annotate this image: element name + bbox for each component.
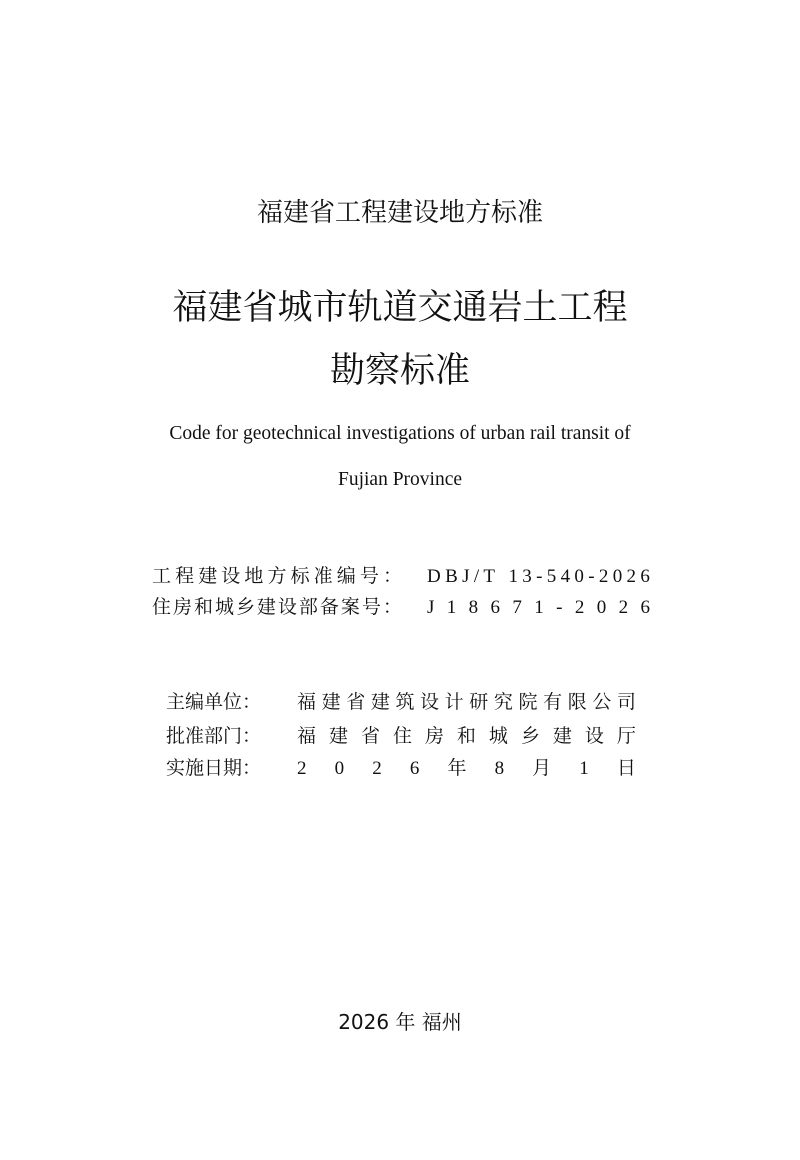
spread-char: 1 (508, 566, 518, 587)
spread-char: 建 (552, 726, 572, 747)
approving-department-value (297, 723, 636, 751)
spread-char: 设 (221, 566, 241, 587)
spread-char: - (556, 597, 563, 618)
filing-number-value (427, 594, 650, 622)
spread-char: 2 (297, 758, 307, 779)
spread-char: 建 (328, 726, 348, 747)
spread-char: 8 (494, 758, 505, 779)
spread-char: / (473, 566, 480, 587)
spread-char: B (445, 566, 458, 587)
spread-char: 限 (567, 692, 587, 713)
approving-department-label: 批准部门： (166, 726, 262, 747)
chief-editor-label: 主编单位： (166, 692, 262, 713)
spread-char: - (536, 566, 543, 587)
spread-char: 号 (361, 597, 381, 618)
spread-char: 和 (456, 726, 476, 747)
spread-char: 司 (616, 692, 636, 713)
document-title-line-2: 勘察标准 (329, 351, 470, 391)
spread-char: 建 (370, 692, 390, 713)
spread-char: 2 (598, 566, 609, 587)
spread-char: 月 (532, 758, 552, 779)
spread-char: 日 (616, 758, 636, 779)
standard-category: 福建省工程建设地方标准 (256, 198, 543, 228)
standard-number-label (152, 563, 402, 591)
spread-char: J (427, 597, 435, 618)
spread-char: 6 (490, 597, 501, 618)
spread-char: 建 (198, 566, 218, 587)
spread-char: 省 (360, 726, 380, 747)
spread-char: 备 (319, 597, 339, 618)
spread-char: 省 (346, 692, 366, 713)
spread-char: 建 (256, 597, 276, 618)
spread-char: 乡 (235, 597, 255, 618)
spread-char: 2 (626, 566, 637, 587)
publication-imprint: 2026 年 福州 (338, 1010, 462, 1034)
spread-char: 有 (543, 692, 563, 713)
spread-char: D (427, 566, 441, 587)
spread-char: 工 (152, 566, 172, 587)
spread-char: 设 (584, 726, 604, 747)
filing-number-label (152, 594, 402, 622)
spread-char: 2 (372, 758, 382, 779)
spread-char: 1 (534, 597, 544, 618)
english-title-line-1: Code for geotechnical investigations of urban rail transit of (169, 423, 631, 444)
spread-char: 0 (574, 566, 584, 587)
chief-editor-row (0, 689, 800, 717)
spread-char: 6 (640, 566, 650, 587)
approving-department-row (0, 723, 800, 751)
spread-char: 部 (298, 597, 318, 618)
spread-char: 0 (334, 758, 345, 779)
spread-char: 设 (277, 597, 297, 618)
spread-char: 3 (522, 566, 532, 587)
spread-char: T (483, 566, 496, 587)
filing-number-row (0, 594, 800, 622)
spread-char: 究 (493, 692, 513, 713)
spread-char: ： (382, 566, 402, 587)
spread-char: - (588, 566, 595, 587)
spread-char: 1 (579, 758, 589, 779)
spread-char: 1 (446, 597, 457, 618)
spread-char: 程 (175, 566, 195, 587)
spread-char: 福 (297, 692, 317, 713)
spread-char: 房 (172, 597, 192, 618)
spread-char: 筑 (395, 692, 415, 713)
spread-char: 8 (468, 597, 479, 618)
english-title-line-2: Fujian Province (337, 469, 463, 490)
spread-char: 方 (267, 566, 287, 587)
spread-char: 6 (409, 758, 420, 779)
spread-char: 城 (488, 726, 508, 747)
spread-char: 0 (612, 566, 623, 587)
spread-char: 案 (340, 597, 360, 618)
spread-char: 准 (313, 566, 333, 587)
spread-char: 年 (447, 758, 467, 779)
standard-number-value (427, 563, 650, 591)
spread-char: 住 (152, 597, 172, 618)
document-title-line-1: 福建省城市轨道交通岩土工程 (172, 288, 628, 328)
spread-char: 2 (574, 597, 585, 618)
spread-char: ： (382, 597, 402, 618)
spread-char: 乡 (520, 726, 540, 747)
spread-char: J (462, 566, 470, 587)
spread-char: 住 (392, 726, 412, 747)
spread-char: 编 (336, 566, 356, 587)
spread-char: 房 (424, 726, 444, 747)
effective-date-label: 实施日期： (166, 758, 262, 779)
spread-char: 计 (444, 692, 464, 713)
spread-char: 设 (420, 692, 440, 713)
spread-char: 2 (618, 597, 629, 618)
spread-char: 0 (596, 597, 607, 618)
chief-editor-value (297, 689, 636, 717)
effective-date-row (0, 755, 800, 783)
spread-char: 院 (518, 692, 538, 713)
spread-char: 研 (469, 692, 489, 713)
spread-char: 建 (321, 692, 341, 713)
spread-char: 厅 (616, 726, 636, 747)
spread-char: 地 (244, 566, 264, 587)
spread-char: 城 (214, 597, 234, 618)
spread-char: 福 (297, 726, 317, 747)
spread-char: 7 (512, 597, 522, 618)
spread-char: 标 (290, 566, 310, 587)
standard-number-row (0, 563, 800, 591)
spread-char (499, 563, 504, 591)
spread-char: 4 (560, 566, 571, 587)
spread-char: 公 (592, 692, 612, 713)
spread-char: 号 (359, 566, 379, 587)
spread-char: 6 (640, 597, 650, 618)
effective-date-value (297, 755, 636, 783)
spread-char: 5 (546, 566, 557, 587)
spread-char: 和 (193, 597, 213, 618)
